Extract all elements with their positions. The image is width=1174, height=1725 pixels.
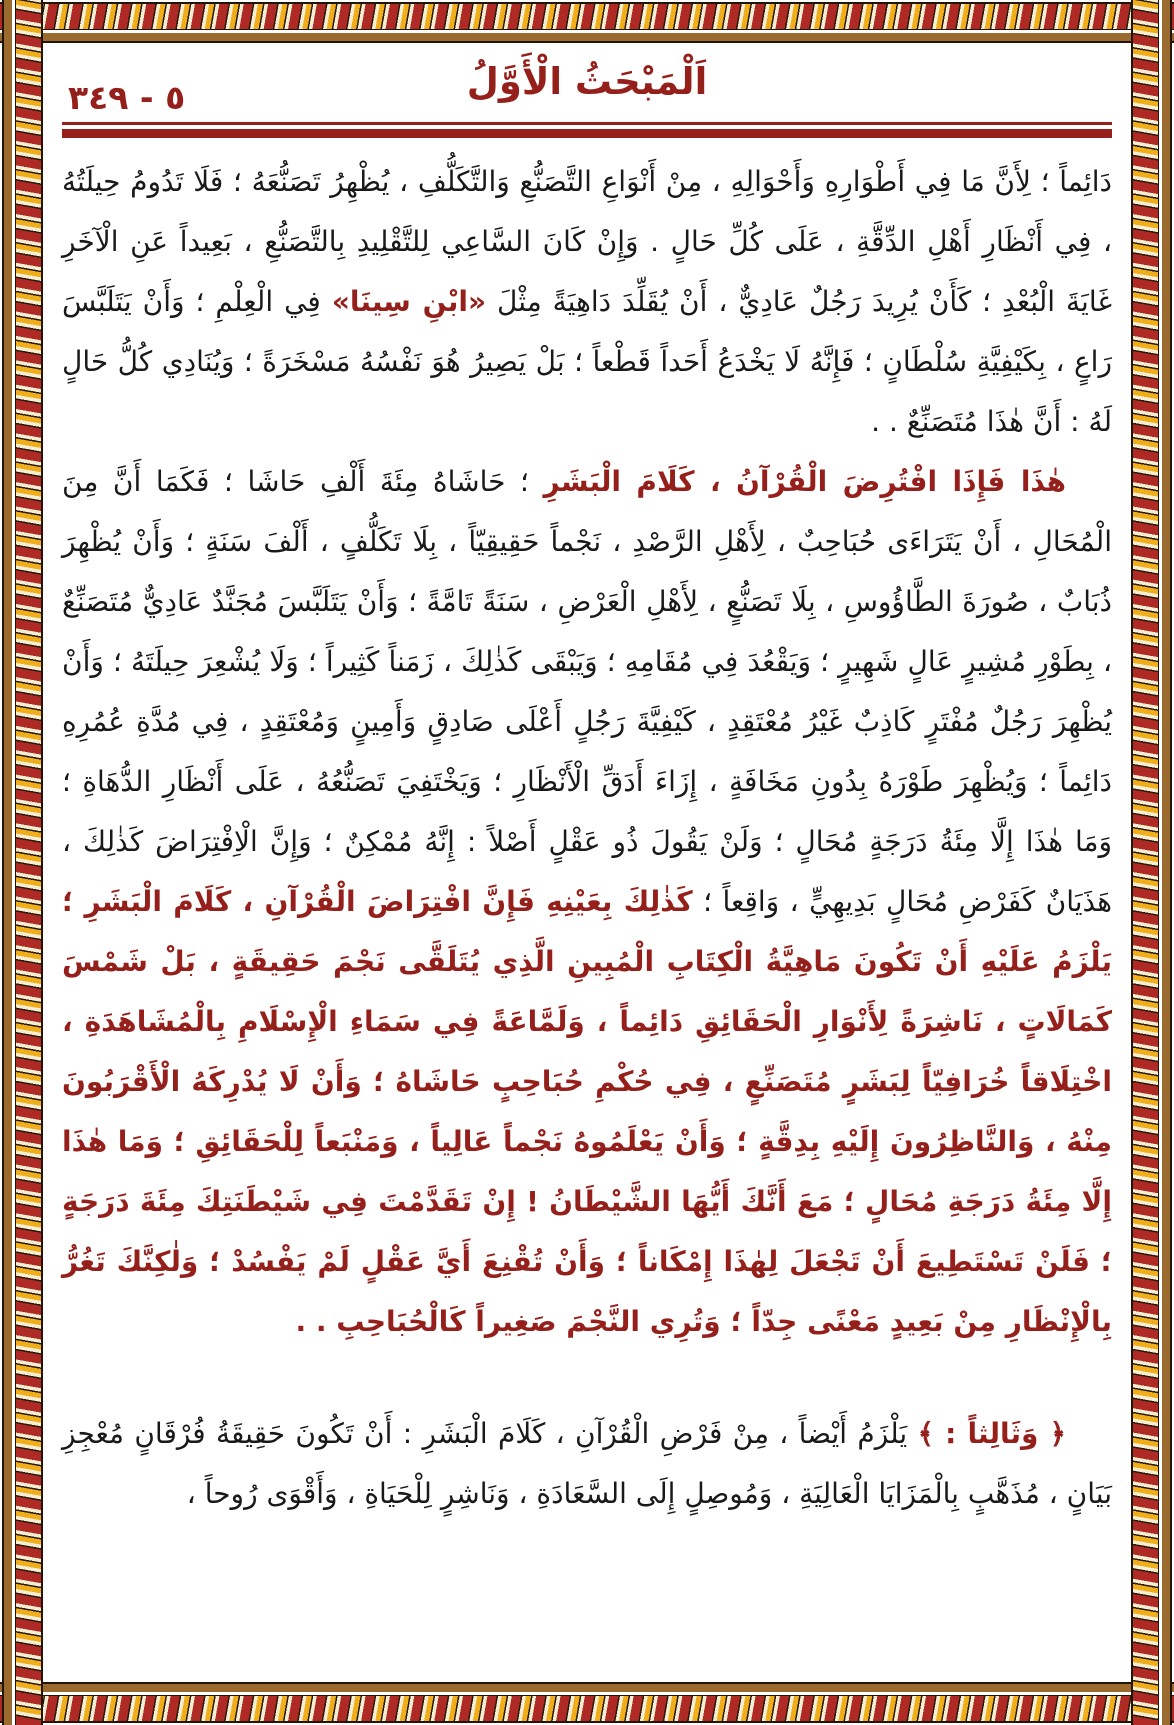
paragraphs (62, 152, 1112, 1524)
page-number: ٥ - ٣٤٩ (68, 78, 186, 117)
frame-line (41, 0, 43, 1725)
frame-line (0, 41, 1174, 43)
frame-line (0, 1721, 1174, 1723)
body-text-segment: فِي الْعِلْمِ ؛ وَأَنْ يَتَلَبَّسَ رَاعٍ ، بِكَيْفِيَّةِ سُلْطَانٍ ؛ فَإِنَّهُ لَا يَخْدَعُ أَحَداً قَطْعاً ؛ بَلْ يَصِيرُ هُوَ نَفْسُهُ مَسْخَرَةً ؛ وَيُنَادِي كُلُّ حَالٍ لَهُ : أَنَّ هٰذَا مُتَصَنِّعٌ . . (62, 285, 1112, 439)
frame-brown-band (0, 33, 1174, 41)
page-content (44, 44, 1130, 1681)
body-text-segment: دَائِماً ؛ لِأَنَّ مَا فِي أَطْوَارِهِ وَأَحْوَالِهِ ، مِنْ أَنْوَاعِ التَّصَنُّعِ وَالتَّكَلُّفِ ، يُظْهِرُ تَصَنُّعَهُ ؛ فَلَا تَدُومُ حِيلَتُهُ ، فِي أَنْظَارِ أَهْلِ الدِّقَّةِ ، عَلَى كُلِّ حَالٍ . وَإِنْ كَانَ السَّاعِي لِلتَّقْلِيدِ بِالتَّصَنُّعِ ، بَعِيداً عَنِ الْآخَرِ غَايَةَ الْبُعْدِ ؛ كَأَنْ يُرِيدَ رَجُلٌ عَادِيٌّ ، أَنْ يُقَلِّدَ دَاهِيَةً مِثْلَ (62, 165, 1112, 319)
body-text (62, 152, 1112, 1524)
frame-line (1131, 0, 1133, 1725)
frame-line (1158, 0, 1159, 1725)
frame-border-left (2, 0, 43, 1725)
braid-pattern (0, 4, 1174, 29)
highlighted-text-segment: هٰذَا فَإِذَا افْتُرِضَ الْقُرْآنُ ، كَلَامَ الْبَشَرِ (543, 465, 1067, 499)
page-header (62, 58, 1112, 138)
frame-border-right (1131, 0, 1172, 1725)
paragraph (62, 452, 1112, 1352)
frame-brown-band (0, 1684, 1174, 1692)
frame-line (2, 0, 4, 1725)
frame-gap (1159, 0, 1162, 1725)
body-text-segment: يَلْزَمُ أَيْضاً ، مِنْ فَرْضِ الْقُرْآنِ ، كَلَامَ الْبَشَرِ : أَنْ تَكُونَ حَقِيقَةُ فُرْقَانٍ مُعْجِزِ بَيَانٍ ، مُذَهَّبٍ بِالْمَزَايَا الْعَالِيَةِ ، وَمُوصِلٍ إِلَى السَّعَادَةِ ، وَنَاشِرٍ لِلْحَيَاةِ ، وَأَقْوَى رُوحاً ، (62, 1417, 1112, 1511)
frame-line (15, 0, 16, 1725)
frame-border-top (0, 2, 1174, 43)
braid-pattern (16, 0, 41, 1725)
braid-pattern (0, 1696, 1174, 1721)
body-text-segment: ؛ حَاشَاهُ مِئَةَ أَلْفِ حَاشَا ؛ فَكَمَا أَنَّ مِنَ الْمُحَالِ ، أَنْ يَتَرَاءَى حُبَاحِبٌ ، لِأَهْلِ الرَّصْدِ ، نَجْماً حَقِيقِيّاً ، بِلَا تَكَلُّفٍ ، أَلْفَ سَنَةٍ ؛ وَأَنْ يُظْهِرَ ذُبَابٌ ، صُورَةَ الطَّاؤُوسِ ، بِلَا تَصَنُّعٍ ، لِأَهْلِ الْعَرْضِ ، سَنَةً تَامَّةً ؛ وَأَنْ يَتَلَبَّسَ مُجَنَّدٌ عَادِيٌّ مُتَصَنِّعٌ ، بِطَوْرِ مُشِيرٍ عَالٍ شَهِيرٍ ؛ وَيَقْعُدَ فِي مُقَامِهِ ؛ وَيَبْقَى كَذٰلِكَ ، زَمَناً كَثِيراً ؛ وَلَا يُشْعِرَ حِيلَتَهُ ؛ وَأَنْ يُظْهِرَ رَجُلٌ مُفْتَرٍ كَاذِبٌ غَيْرُ مُعْتَقِدٍ ، كَيْفِيَّةَ رَجُلٍ أَعْلَى صَادِقٍ وَأَمِينٍ وَمُعْتَقِدٍ ، فِي مُدَّةِ عُمُرِهِ دَائِماً ؛ وَيُظْهِرَ طَوْرَهُ بِدُونِ مَخَافَةٍ ، إِزَاءَ أَدَقِّ الْأَنْظَارِ ؛ وَيَخْتَفِيَ تَصَنُّعُهُ ، عَلَى أَنْظَارِ الدُّهَاةِ ؛ وَمَا هٰذَا إِلَّا مِئَةُ دَرَجَةٍ مُحَالٍ ؛ وَلَنْ يَقُولَ ذُو عَقْلٍ أَصْلاً : إِنَّهُ مُمْكِنٌ ؛ وَإِنَّ الْاِفْتِرَاضَ كَذٰلِكَ ، هَذَيَانٌ كَفَرْضِ مُحَالٍ بَدِيهِيٍّ ، وَاقِعاً ؛ (62, 465, 1112, 919)
frame-gap (12, 0, 15, 1725)
frame-border-bottom (0, 1682, 1174, 1723)
frame-brown-band (4, 0, 12, 1725)
title-rule (62, 122, 1112, 138)
ornate-marker: ﴿ وَثَالِثاً : ﴾ (917, 1417, 1066, 1451)
braid-pattern (1133, 0, 1158, 1725)
frame-line (1170, 0, 1172, 1725)
page-title: اَلْمَبْحَثُ الْأَوَّلُ (466, 60, 708, 103)
paragraph (62, 1404, 1112, 1524)
frame-brown-band (1162, 0, 1170, 1725)
highlighted-text-segment: «ابْنِ سِينَا» (331, 285, 487, 319)
highlighted-text-segment: كَذٰلِكَ بِعَيْنِهِ فَإِنَّ افْتِرَاضَ الْقُرْآنِ ، كَلَامَ الْبَشَرِ ؛ يَلْزَمُ عَلَيْهِ أَنْ تَكُونَ مَاهِيَّةُ الْكِتَابِ الْمُبِينِ الَّذِي يُتَلَقَّى نَجْمَ حَقِيقَةٍ ، بَلْ شَمْسَ كَمَالَاتٍ ، نَاشِرَةً لِأَنْوَارِ الْحَقَائِقِ دَائِماً ، وَلَمَّاعَةً فِي سَمَاءِ الْإِسْلَامِ بِالْمُشَاهَدَةِ ، اخْتِلَاقاً خُرَافِيّاً لِبَشَرٍ مُتَصَنِّعٍ ، فِي حُكْمِ حُبَاحِبٍ حَاشَاهُ ؛ وَأَنْ لَا يُدْرِكَهُ الْأَقْرَبُونَ مِنْهُ ، وَالنَّاظِرُونَ إِلَيْهِ بِدِقَّةٍ ؛ وَأَنْ يَعْلَمُوهُ نَجْماً عَالِياً ، وَمَنْبَعاً لِلْحَقَائِقِ ؛ وَمَا هٰذَا إِلَّا مِئَةُ دَرَجَةِ مُحَالٍ ؛ مَعَ أَنَّكَ أَيُّهَا الشَّيْطَانُ ! إِنْ تَقَدَّمْتَ فِي شَيْطَنَتِكَ مِئَةَ دَرَجَةٍ ؛ فَلَنْ تَسْتَطِيعَ أَنْ تَجْعَلَ لِهٰذَا إِمْكَاناً ؛ وَأَنْ تُقْنِعَ أَيَّ عَقْلٍ لَمْ يَفْسُدْ ؛ وَلٰكِنَّكَ تَغُرُّ بِالْإِنْظَارِ مِنْ بَعِيدٍ مَعْنًى جِدّاً ؛ وَتُرِي النَّجْمَ صَغِيراً كَالْحُبَاحِبِ . . (62, 885, 1112, 1339)
paragraph (62, 152, 1112, 452)
